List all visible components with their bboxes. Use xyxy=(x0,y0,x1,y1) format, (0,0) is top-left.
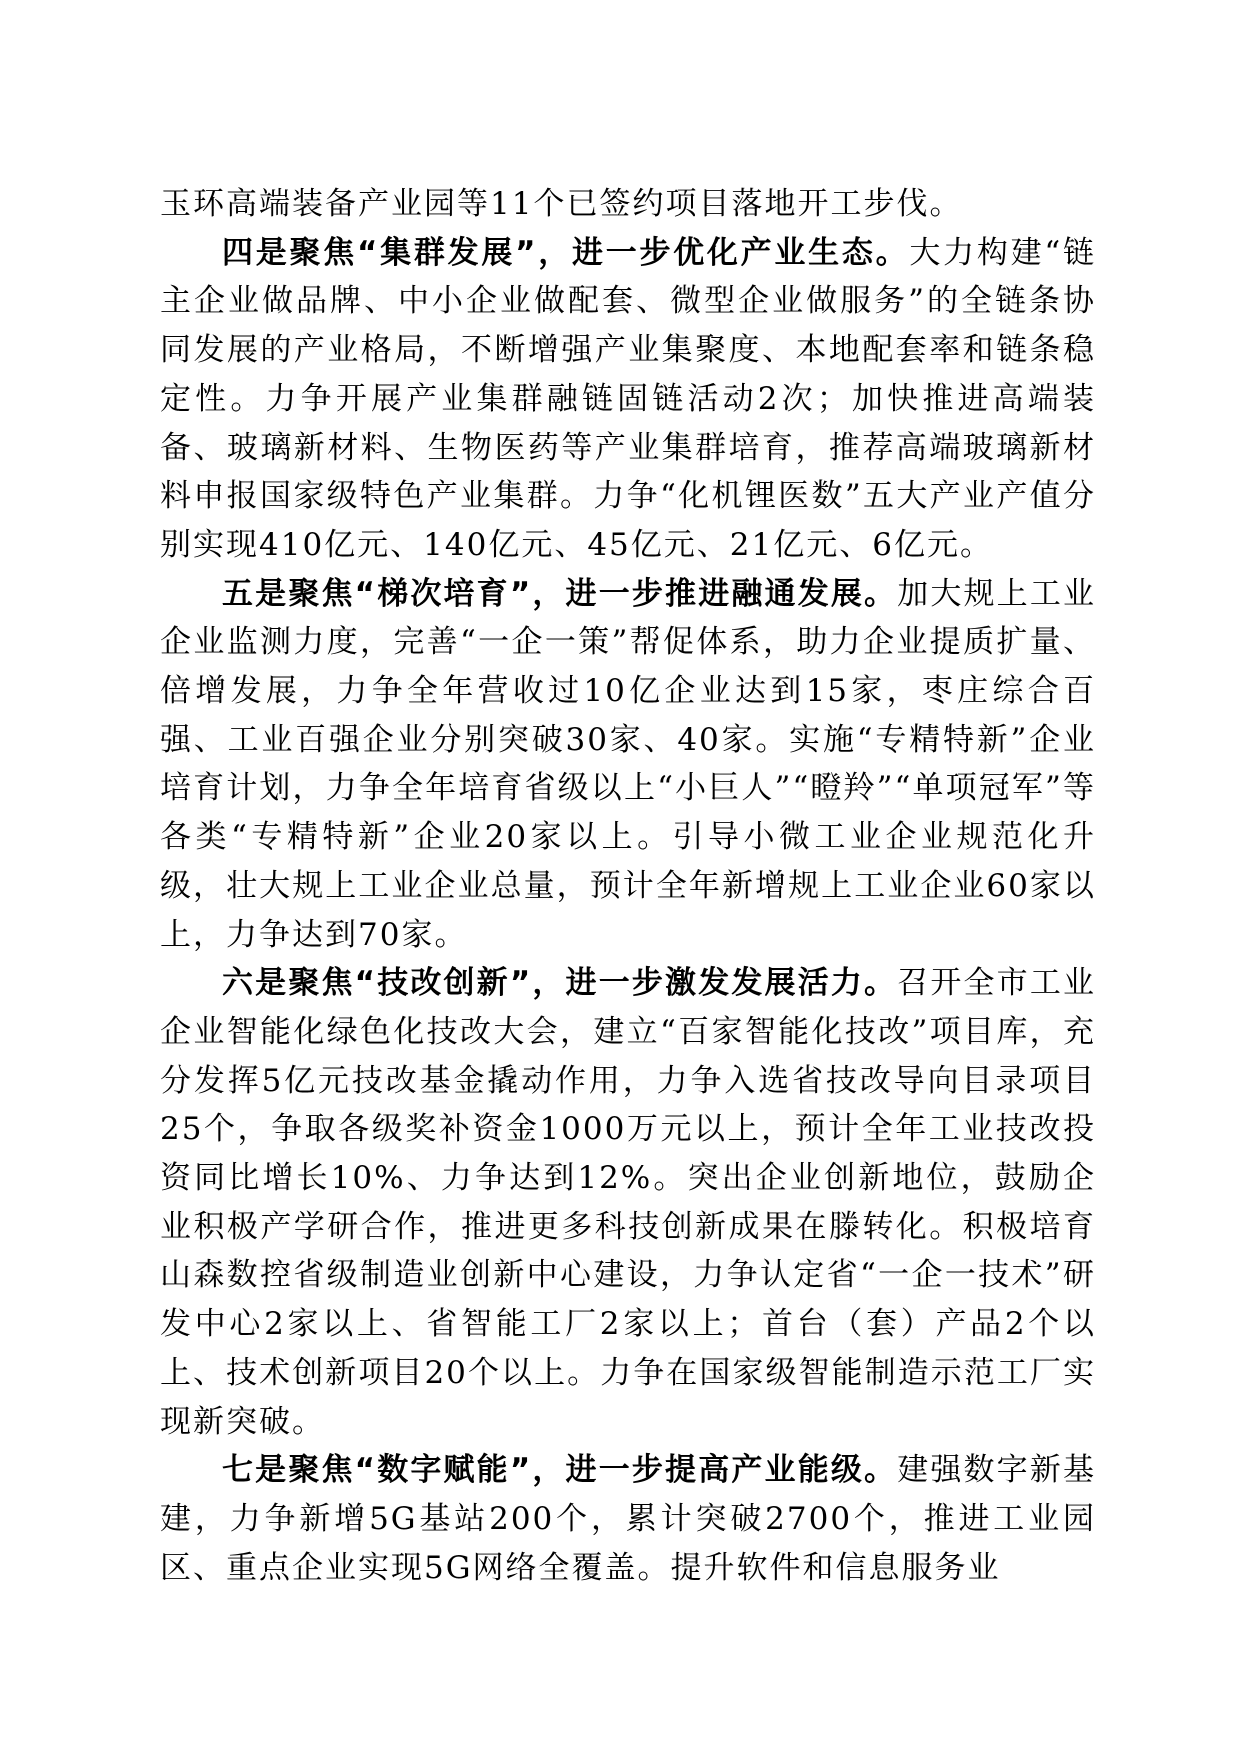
paragraph-4-text: 召开全市工业企业智能化绿色化技改大会，建立“百家智能化技改”项目库，充分发挥5亿元技改基金撬动作用，力争入选省技改导向目录项目25个，争取各级奖补资金1000万元以上，预计全年工业技改投资同比增长10%、力争达到12%。突出企业创新地位，鼓励企业积极产学研合作，推进更多科技创新成果在滕转化。积极培育山森数控省级制造业创新中心建设，力争认定省“一企一技术”研发中心2家以上、省智能工厂2家以上；首台（套）产品2个以上、技术创新项目20个以上。力争在国家级智能制造示范工厂实现新突破。 xyxy=(160,965,1097,1440)
paragraph-4-heading: 六是聚焦“技改创新”，进一步激发发展活力。 xyxy=(222,965,898,1002)
paragraph-1 xyxy=(160,180,1096,229)
paragraph-3 xyxy=(160,570,1096,960)
paragraph-5-text: 建强数字新基建，力争新增5G基站200个，累计突破2700个，推进工业园区、重点企业实现5G网络全覆盖。提升软件和信息服务业 xyxy=(160,1452,1097,1586)
paragraph-2-heading: 四是聚焦“集群发展”，进一步优化产业生态。 xyxy=(222,234,910,271)
paragraph-3-text: 加大规上工业企业监测力度，完善“一企一策”帮促体系，助力企业提质扩量、倍增发展，力争全年营收过10亿企业达到15家，枣庄综合百强、工业百强企业分别突破30家、40家。实施“专精特新”企业培育计划，力争全年培育省级以上“小巨人”“瞪羚”“单项冠军”等各类“专精特新”企业20家以上。引导小微工业企业规范化升级，壮大规上工业企业总量，预计全年新增规上工业企业60家以上，力争达到70家。 xyxy=(160,575,1097,953)
paragraph-1-text: 玉环高端装备产业园等11个已签约项目落地开工步伐。 xyxy=(160,186,963,222)
paragraph-2 xyxy=(160,229,1096,570)
paragraph-2-text: 大力构建“链主企业做品牌、中小企业做配套、微型企业做服务”的全链条协同发展的产业格局，不断增强产业集聚度、本地配套率和链条稳定性。力争开展产业集群融链固链活动2次；加快推进高端装备、玻璃新材料、生物医药等产业集群培育，推荐高端玻璃新材料申报国家级特色产业集群。力争“化机锂医数”五大产业产值分别实现410亿元、140亿元、45亿元、21亿元、6亿元。 xyxy=(160,234,1096,563)
document-body xyxy=(160,180,1096,1592)
paragraph-5-heading: 七是聚焦“数字赋能”，进一步提高产业能级。 xyxy=(222,1452,898,1489)
paragraph-5 xyxy=(160,1446,1096,1592)
paragraph-4 xyxy=(160,959,1096,1446)
paragraph-3-heading: 五是聚焦“梯次培育”，进一步推进融通发展。 xyxy=(222,575,898,612)
